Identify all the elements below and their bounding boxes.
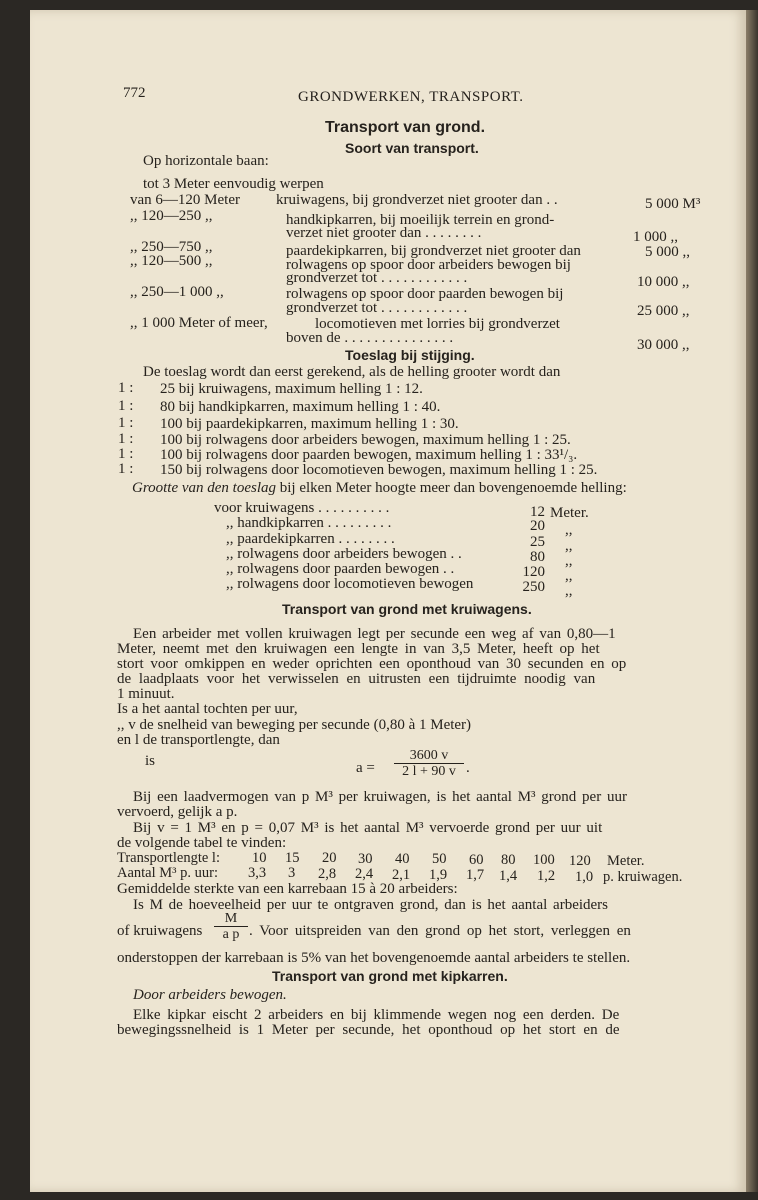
grootte-unit: ,, — [565, 583, 573, 599]
table-cell: 20 — [322, 850, 337, 866]
table-cell: 30 — [358, 851, 373, 867]
toeslag-text: 100 bij rolwagens door paarden bewogen, maximum helling 1 : 33¹/₃. — [160, 447, 578, 463]
toeslag-ratio: 1 : — [118, 431, 134, 447]
arbeiders-line: Is M de hoeveelheid per uur te ontgraven grond, dan is het aantal arbeiders — [133, 897, 609, 913]
text-line: stort voor omkippen en weder oprichten een oponthoud van 30 secunden en op — [117, 656, 627, 672]
text-line: ,, v de snelheid van beweging per secunde (0,80 à 1 Meter) — [117, 717, 472, 733]
table-cell: 1,2 — [537, 868, 556, 884]
table-cell: 15 — [285, 850, 300, 866]
text-line: Is a het aantal tochten per uur, — [117, 701, 298, 717]
grootte-rest: bij elken Meter hoogte meer dan bovengenoemde helling: — [279, 480, 627, 496]
grootte-label: ,, rolwagens door locomotieven bewogen — [226, 576, 474, 592]
transport-desc: grondverzet tot . . . . . . . . . . . . — [286, 300, 468, 316]
transport-range: van 6—120 Meter — [130, 192, 240, 208]
formula-fraction — [394, 748, 464, 779]
text-line: de volgende tabel te vinden: — [117, 835, 287, 851]
grootte-value: 80 — [530, 549, 545, 565]
section-title: Transport van grond. — [325, 119, 486, 136]
horizontal-label: Op horizontale baan: — [143, 153, 269, 169]
fraction-denominator: a p — [222, 927, 240, 942]
grootte-italic: Grootte van den toeslag — [132, 480, 277, 496]
kipkarren-title: Transport van grond met kipkarren. — [272, 968, 508, 984]
running-head: GRONDWERKEN, TRANSPORT. — [298, 89, 524, 105]
toeslag-ratio: 1 : — [118, 398, 134, 414]
text-line: de laadplaats voor het verwisselen en uitrusten een tijdruimte noodig van — [117, 671, 596, 687]
transport-value: 1 000 ,, — [633, 229, 678, 245]
table-cell: 1,4 — [499, 868, 518, 884]
onderstoppen-line: onderstoppen der karrebaan is 5% van het bovengenoemde aantal arbeiders te stellen. — [117, 950, 631, 966]
grootte-label: ,, rolwagens door arbeiders bewogen . . — [226, 546, 462, 562]
table-cell: 3,3 — [248, 865, 267, 881]
kruiwagens-fraction — [214, 911, 248, 942]
toeslag-text: 80 bij handkipkarren, maximum helling 1 : 40. — [160, 399, 441, 415]
toeslag-text: 150 bij rolwagens door locomotieven bewogen, maximum helling 1 : 25. — [160, 462, 598, 478]
toeslag-ratio: 1 : — [118, 380, 134, 396]
table-row2-unit: p. kruiwagen. — [603, 869, 683, 885]
toeslag-ratio: 1 : — [118, 415, 134, 431]
transport-range: ,, 250—1 000 ,, — [130, 284, 224, 300]
grootte-label: voor kruiwagens . . . . . . . . . . — [214, 500, 390, 516]
toeslag-text: 100 bij paardekipkarren, maximum helling 1 : 30. — [160, 416, 459, 432]
grootte-label: ,, rolwagens door paarden bewogen . . — [226, 561, 455, 577]
table-row1-unit: Meter. — [607, 853, 645, 869]
grootte-value: 120 — [522, 564, 545, 580]
transport-desc: grondverzet tot . . . . . . . . . . . . — [286, 270, 468, 286]
grootte-unit: Meter. — [550, 505, 589, 521]
table-cell: 1,7 — [466, 867, 485, 883]
table-cell: 3 — [288, 865, 296, 881]
transport-range: ,, 120—500 ,, — [130, 253, 213, 269]
grootte-intro — [132, 480, 627, 496]
formula-lhs: a = — [356, 760, 375, 776]
table-cell: 2,8 — [318, 866, 337, 882]
table-cell: 60 — [469, 852, 484, 868]
table-row1-label: Transportlengte l: — [117, 850, 220, 866]
text-line: Meter, neemt met den kruiwagen een lengte in van 3,5 Meter, heeft op het — [117, 641, 600, 657]
grootte-unit: ,, — [565, 553, 573, 569]
transport-range: ,, 1 000 Meter of meer, — [130, 315, 268, 331]
formula-numerator: 3600 v — [394, 748, 464, 764]
gemiddelde-line: Gemiddelde sterkte van een karrebaan 15 à 20 arbeiders: — [117, 881, 458, 897]
page-edge — [746, 10, 758, 1192]
table-cell: 50 — [432, 851, 447, 867]
of-kruiwagens: of kruiwagens — [117, 923, 203, 939]
text-line: 1 minuut. — [117, 686, 175, 702]
transport-desc: rolwagens op spoor door arbeiders bewogen bij — [286, 257, 571, 273]
toeslag-title: Toeslag bij stijging. — [345, 347, 475, 363]
formula-is: is — [145, 753, 156, 769]
transport-range: tot 3 Meter eenvoudig werpen — [143, 176, 324, 192]
transport-desc: locomotieven met lorries bij grondverzet — [315, 316, 560, 332]
transport-desc: handkipkarren, bij moeilijk terrein en grond- — [286, 212, 555, 228]
grootte-value: 250 — [522, 579, 545, 595]
text-line: vervoerd, gelijk a p. — [117, 804, 238, 820]
transport-desc: verzet niet grooter dan . . . . . . . . — [286, 225, 482, 241]
transport-value: 30 000 ,, — [637, 337, 690, 353]
grootte-unit: ,, — [565, 538, 573, 554]
text-line: Elke kipkar eischt 2 arbeiders en bij klimmende wegen nog een derden. De — [133, 1007, 620, 1023]
grootte-value: 20 — [530, 518, 545, 534]
fraction-numerator: M — [214, 911, 248, 927]
toeslag-text: 25 bij kruiwagens, maximum helling 1 : 12. — [160, 381, 423, 397]
transport-value: 5 000 M³ — [645, 196, 701, 212]
transport-desc: boven de . . . . . . . . . . . . . . . — [286, 330, 454, 346]
table-cell: 40 — [395, 851, 410, 867]
subsection-title: Soort van transport. — [345, 140, 479, 156]
table-cell: 120 — [569, 853, 591, 869]
text-line: bewegingssnelheid is 1 Meter per secunde, het oponthoud op het stort en de — [117, 1022, 620, 1038]
grootte-label: ,, paardekipkarren . . . . . . . . — [226, 531, 395, 547]
toeslag-ratio: 1 : — [118, 461, 134, 477]
table-row2-label: Aantal M³ p. uur: — [117, 865, 218, 881]
toeslag-intro: De toeslag wordt dan eerst gerekend, als de helling grooter wordt dan — [143, 364, 561, 380]
text-line: Bij een laadvermogen van p M³ per kruiwagen, is het aantal M³ grond per uur — [133, 789, 627, 805]
table-cell: 10 — [252, 850, 267, 866]
toeslag-text: 100 bij rolwagens door arbeiders bewogen, maximum helling 1 : 25. — [160, 432, 571, 448]
grootte-label: ,, handkipkarren . . . . . . . . . — [226, 515, 392, 531]
table-cell: 80 — [501, 852, 516, 868]
grootte-unit: ,, — [565, 522, 573, 538]
table-cell: 1,0 — [575, 869, 594, 885]
table-cell: 100 — [533, 852, 555, 868]
voor-text: . Voor uitspreiden van den grond op het stort, verleggen en — [249, 923, 631, 939]
grootte-unit: ,, — [565, 568, 573, 584]
text-line: Een arbeider met vollen kruiwagen legt per secunde een weg af van 0,80—1 — [133, 626, 616, 642]
formula-end: . — [466, 760, 470, 776]
transport-desc: kruiwagens, bij grondverzet niet grooter dan . . — [276, 192, 558, 208]
transport-value: 5 000 ,, — [645, 244, 690, 260]
grootte-value: 25 — [530, 534, 545, 550]
text-line: en l de transportlengte, dan — [117, 732, 280, 748]
door-arbeiders: Door arbeiders bewogen. — [133, 987, 287, 1003]
transport-value: 25 000 ,, — [637, 303, 690, 319]
transport-value: 10 000 ,, — [637, 274, 690, 290]
formula-denominator: 2 l + 90 v — [402, 764, 456, 779]
table-cell: 2,1 — [392, 867, 411, 883]
transport-desc: paardekipkarren, bij grondverzet niet grooter dan — [286, 243, 581, 259]
page-number: 772 — [123, 85, 146, 101]
transport-range: ,, 120—250 ,, — [130, 208, 213, 224]
transport-range: ,, 250—750 ,, — [130, 239, 213, 255]
text-line: Bij v = 1 M³ en p = 0,07 M³ is het aantal M³ vervoerde grond per uur uit — [133, 820, 603, 836]
transport-desc: rolwagens op spoor door paarden bewogen bij — [286, 286, 564, 302]
table-cell: 1,9 — [429, 867, 448, 883]
kruiwagens-title: Transport van grond met kruiwagens. — [282, 601, 532, 617]
table-cell: 2,4 — [355, 866, 374, 882]
grootte-value: 12 — [530, 504, 545, 520]
toeslag-ratio: 1 : — [118, 446, 134, 462]
